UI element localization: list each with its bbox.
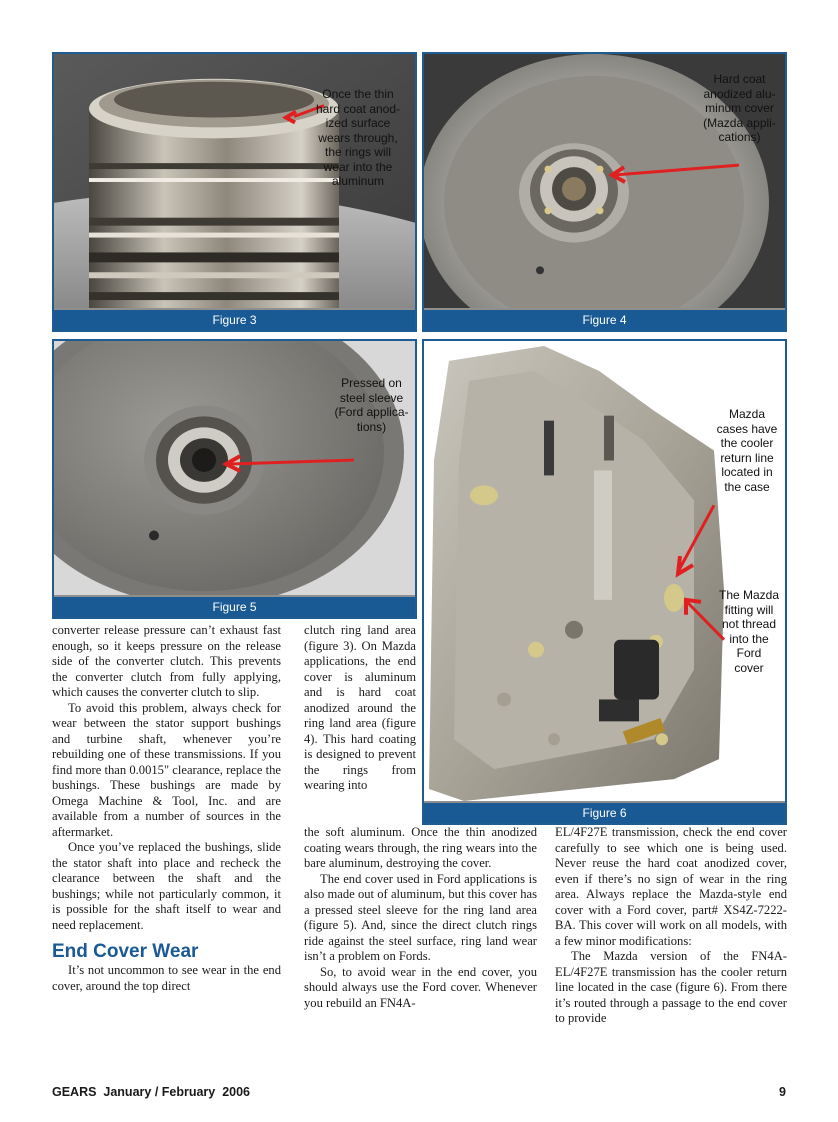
figure-4-caption: Figure 4 <box>424 310 785 330</box>
page-footer <box>52 1085 786 1099</box>
figure-4 <box>422 52 787 332</box>
figure-3-callout: Once the thin hard coat anod- ized surface wears through, the rings will wear into the aluminum <box>315 87 401 188</box>
paragraph: The Mazda version of the FN4A-EL/4F27E transmission has the cooler return line located in the case (figure 6). From there it’s routed through a passage to the end cover to provide <box>555 949 787 1025</box>
figure-6 <box>422 339 787 825</box>
paragraph: It’s not uncommon to see wear in the end cover, around the top direct <box>52 963 281 993</box>
page-number: 9 <box>779 1085 786 1099</box>
figure-5 <box>52 339 417 619</box>
figure-5-caption: Figure 5 <box>54 597 415 617</box>
figure-3 <box>52 52 417 332</box>
paragraph: The end cover used in Ford applications is also made out of aluminum, but this cover has a pressed steel sleeve for the ring land area (figure 5). And, since the direct clutch rings ride against the steel surface, ring land wear isn’t a problem on Fords. <box>304 871 537 963</box>
paragraph: Once you’ve replaced the bushings, slide the stator shaft into place and recheck the clearance between the shaft and the bushings; while not particularly common, it is possible for the shaft itself to wear and need replacement. <box>52 840 281 932</box>
article-column-2 <box>304 825 537 1011</box>
figure-4-callout: Hard coat anodized alu- minum cover (Mazda appli- cations) <box>703 72 776 144</box>
figure-6-caption: Figure 6 <box>424 803 785 823</box>
article-column-2-top <box>304 623 416 825</box>
paragraph: So, to avoid wear in the end cover, you should always use the Ford cover. Whenever you rebuild an FN4A- <box>304 964 537 1010</box>
article-column-3 <box>555 825 787 1027</box>
publication-info: GEARS January / February 2006 <box>52 1085 251 1099</box>
figure-6-callout-mazda-fitting: The Mazda fitting will not thread into the Ford cover <box>718 588 780 675</box>
section-heading: End Cover Wear <box>52 941 199 962</box>
figure-6-callout-mazda-cases: Mazda cases have the cooler return line located in the case <box>716 407 778 494</box>
paragraph: the soft aluminum. Once the thin anodized coating wears through, the ring wears into the bare aluminum, destroying the cover. <box>304 825 537 870</box>
paragraph: clutch ring land area (figure 3). On Mazda applications, the end cover is aluminum and is hard coat anodized around the ring land area (figure 4). This hard coating is designed to prevent the rings from wearing into <box>304 623 416 792</box>
figure-3-caption: Figure 3 <box>54 310 415 330</box>
paragraph: EL/4F27E transmission, check the end cover carefully to see which one is being used. Never reuse the hard coat anodized cover, even if there’s no sign of wear in the ring area. Always replace the Mazda-style end cover with a Ford cover, part# XS4Z-7222-BA. This cover will work on all models, with a few minor modifications: <box>555 825 787 948</box>
figure-5-callout: Pressed on steel sleeve (Ford applica- tions) <box>334 376 409 434</box>
article-column-1 <box>52 623 281 994</box>
paragraph: converter release pressure can’t exhaust fast enough, so it keeps pressure on the release side of the converter clutch. This prevents the converter clutch from fully applying, which causes the converter clutch to slip. <box>52 623 281 699</box>
paragraph: To avoid this problem, always check for wear between the stator support bushings and turbine shaft, whenever you’re rebuilding one of these transmissions. If you find more than 0.0015" clearance, replace the bushings. These bushings are made by Omega Machine & Tool, Inc. and are available from a number of sources in the aftermarket. <box>52 700 281 839</box>
